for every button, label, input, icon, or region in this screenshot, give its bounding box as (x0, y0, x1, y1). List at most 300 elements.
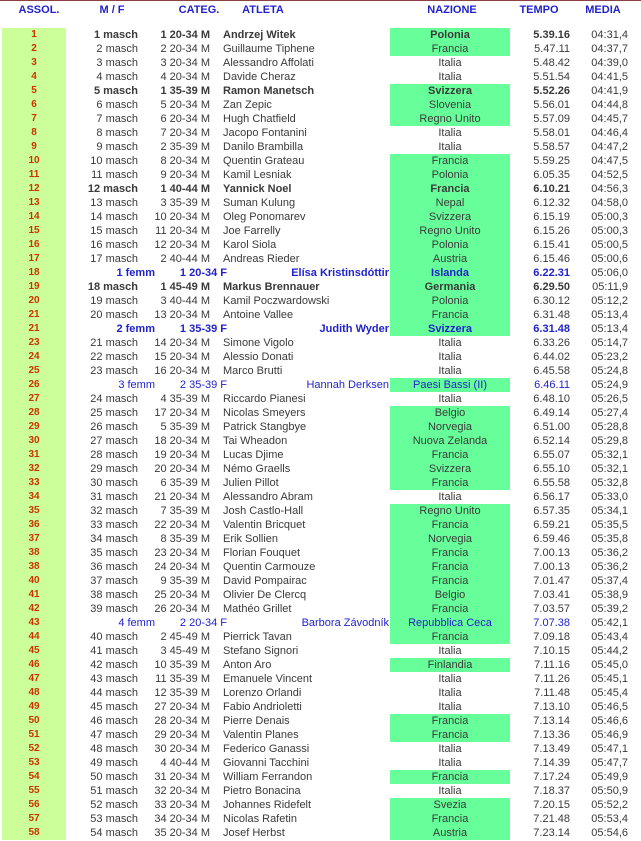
table-row (0, 308, 641, 322)
cell-category-rank: 1 35-39 M (160, 85, 210, 97)
cell-time: 6.10.21 (533, 183, 570, 195)
cell-gender-rank: 3 masch (96, 57, 138, 69)
cell-gender-rank: 29 masch (90, 463, 138, 475)
cell-nation: Italia (438, 71, 462, 83)
cell-nation: Austria (390, 826, 510, 840)
table-row (0, 140, 641, 154)
cell-nation: Polonia (390, 238, 510, 252)
cell-gender-rank: 23 masch (90, 365, 138, 377)
cell-pace: 05:36,2 (591, 561, 628, 573)
table-row (0, 168, 641, 182)
cell-athlete-name: Johannes Ridefelt (223, 799, 312, 811)
cell-overall-rank: 15 (2, 224, 66, 238)
cell-athlete-name: Kamil Lesniak (223, 169, 292, 181)
cell-gender-rank: 24 masch (90, 393, 138, 405)
cell-athlete-name: Hugh Chatfield (223, 113, 296, 125)
cell-category-rank: 22 20-34 M (154, 519, 210, 531)
table-row (0, 518, 641, 532)
cell-nation: Austria (390, 252, 510, 266)
cell-nation: Francia (390, 770, 510, 784)
cell-time: 7.11.48 (534, 687, 570, 699)
table-row (0, 476, 641, 490)
cell-gender-rank: 32 masch (90, 505, 138, 517)
cell-pace: 05:26,5 (591, 393, 628, 405)
cell-pace: 05:32,1 (591, 463, 628, 475)
cell-nation: Norvegia (390, 532, 510, 546)
table-row (0, 602, 641, 616)
cell-overall-rank: 53 (2, 756, 66, 770)
cell-athlete-name: Quentin Carmouze (223, 561, 316, 573)
cell-gender-rank: 52 masch (90, 799, 138, 811)
cell-category-rank: 14 20-34 M (154, 337, 210, 349)
table-row (0, 252, 641, 266)
cell-gender-rank: 13 masch (90, 197, 138, 209)
cell-time: 6.15.26 (533, 225, 570, 237)
table-row (0, 588, 641, 602)
cell-athlete-name: Guillaume Tiphene (223, 43, 315, 55)
cell-nation: Italia (438, 743, 462, 755)
cell-nation: Svizzera (390, 462, 510, 476)
cell-athlete-name: Andrzej Witek (223, 29, 296, 41)
table-row (0, 420, 641, 434)
cell-gender-rank: 11 masch (91, 169, 138, 181)
cell-overall-rank: 57 (2, 812, 66, 826)
cell-time: 6.05.35 (533, 169, 570, 181)
cell-time: 6.46.11 (534, 379, 570, 391)
cell-category-rank: 2 35-39 M (160, 141, 210, 153)
table-row (0, 378, 641, 392)
cell-nation: Francia (390, 630, 510, 644)
cell-overall-rank: 40 (2, 574, 66, 588)
cell-overall-rank: 41 (2, 588, 66, 602)
cell-athlete-name: Mathéo Grillet (223, 603, 292, 615)
cell-gender-rank: 36 masch (90, 561, 138, 573)
cell-pace: 04:46,4 (591, 127, 628, 139)
cell-category-rank: 16 20-34 M (154, 365, 210, 377)
table-row (0, 70, 641, 84)
cell-category-rank: 31 20-34 M (154, 771, 210, 783)
cell-pace: 05:24,9 (591, 379, 628, 391)
cell-time: 7.07.38 (533, 617, 570, 629)
cell-time: 5.57.09 (533, 113, 570, 125)
cell-athlete-name: Lucas Djime (223, 449, 284, 461)
cell-overall-rank: 8 (2, 126, 66, 140)
cell-gender-rank: 27 masch (90, 435, 138, 447)
cell-gender-rank: 18 masch (87, 281, 138, 293)
cell-gender-rank: 43 masch (90, 673, 138, 685)
cell-time: 6.52.14 (533, 435, 570, 447)
table-row (0, 84, 641, 98)
cell-athlete-name: Stefano Signori (223, 645, 299, 657)
cell-nation: Svezia (390, 798, 510, 812)
cell-athlete-name: Alessio Donati (223, 351, 294, 363)
cell-nation: Italia (438, 393, 462, 405)
cell-athlete-name: Florian Fouquet (223, 547, 301, 559)
cell-athlete-name: Julien Pillot (223, 477, 279, 489)
cell-pace: 05:12,2 (591, 295, 628, 307)
cell-overall-rank: 34 (2, 490, 66, 504)
table-row (0, 672, 641, 686)
cell-overall-rank: 33 (2, 476, 66, 490)
table-row (0, 700, 641, 714)
cell-nation: Polonia (390, 168, 510, 182)
cell-gender-rank: 48 masch (90, 743, 138, 755)
cell-gender-rank: 45 masch (90, 701, 138, 713)
cell-pace: 05:11,9 (592, 281, 628, 293)
cell-overall-rank: 27 (2, 392, 66, 406)
cell-overall-rank: 12 (2, 182, 66, 196)
cell-time: 6.59.46 (533, 533, 570, 545)
table-row (0, 616, 641, 630)
cell-pace: 05:36,2 (591, 547, 628, 559)
table-row (0, 112, 641, 126)
cell-athlete-name: Alessandro Affolati (223, 57, 314, 69)
cell-pace: 05:13,4 (591, 309, 628, 321)
cell-pace: 05:24,8 (591, 365, 628, 377)
results-rows (0, 28, 641, 840)
cell-overall-rank: 43 (2, 616, 66, 630)
column-header-assol: ASSOL. (18, 4, 60, 16)
cell-overall-rank: 38 (2, 546, 66, 560)
cell-time: 6.12.32 (533, 197, 570, 209)
cell-time: 7.20.15 (533, 799, 570, 811)
cell-nation: Italia (438, 337, 462, 349)
cell-time: 7.21.48 (533, 813, 570, 825)
cell-athlete-name: Olivier De Clercq (223, 589, 307, 601)
cell-nation: Francia (390, 574, 510, 588)
cell-overall-rank: 10 (2, 154, 66, 168)
cell-time: 7.10.15 (533, 645, 570, 657)
cell-time: 7.01.47 (533, 575, 570, 587)
cell-nation: Svizzera (390, 84, 510, 98)
cell-overall-rank: 5 (2, 84, 66, 98)
cell-time: 5.39.16 (533, 29, 570, 41)
cell-time: 5.58.01 (533, 127, 570, 139)
cell-nation: Regno Unito (390, 224, 510, 238)
cell-category-rank: 18 20-34 M (154, 435, 210, 447)
cell-time: 5.58.57 (533, 141, 570, 153)
cell-pace: 05:39,2 (591, 603, 628, 615)
cell-gender-rank: 1 femm (116, 267, 155, 279)
cell-time: 5.51.54 (533, 71, 570, 83)
cell-time: 7.03.57 (533, 603, 570, 615)
table-row (0, 812, 641, 826)
cell-category-rank: 11 35-39 M (155, 673, 210, 685)
cell-overall-rank: 14 (2, 210, 66, 224)
table-row (0, 784, 641, 798)
cell-pace: 05:53,4 (591, 813, 628, 825)
cell-gender-rank: 54 masch (90, 827, 138, 839)
cell-time: 7.11.16 (534, 659, 570, 671)
cell-gender-rank: 12 masch (87, 183, 138, 195)
table-row (0, 56, 641, 70)
cell-nation: Italia (438, 57, 462, 69)
cell-nation: Belgio (390, 406, 510, 420)
cell-pace: 05:27,4 (591, 407, 628, 419)
cell-category-rank: 10 20-34 M (154, 211, 210, 223)
cell-category-rank: 2 40-44 M (160, 253, 210, 265)
cell-athlete-name: Pietro Bonacina (223, 785, 301, 797)
cell-athlete-name: William Ferrandon (223, 771, 313, 783)
cell-category-rank: 29 20-34 M (154, 729, 210, 741)
table-row (0, 448, 641, 462)
cell-category-rank: 15 20-34 M (154, 351, 210, 363)
cell-gender-rank: 2 masch (96, 43, 138, 55)
cell-athlete-name: Tai Wheadon (223, 435, 288, 447)
table-row (0, 532, 641, 546)
cell-athlete-name: Jacopo Fontanini (223, 127, 307, 139)
cell-pace: 05:13,4 (591, 323, 628, 335)
cell-category-rank: 7 35-39 M (160, 505, 210, 517)
table-row (0, 266, 641, 280)
cell-category-rank: 8 20-34 M (160, 155, 210, 167)
cell-athlete-name: Ramon Manetsch (223, 85, 315, 97)
cell-gender-rank: 2 femm (116, 323, 155, 335)
cell-nation: Francia (390, 182, 510, 196)
results-table-header (0, 0, 641, 28)
cell-athlete-name: Quentin Grateau (223, 155, 305, 167)
cell-category-rank: 6 35-39 M (160, 477, 210, 489)
cell-pace: 05:23,2 (591, 351, 628, 363)
cell-overall-rank: 32 (2, 462, 66, 476)
cell-time: 7.13.14 (533, 715, 570, 727)
cell-time: 7.00.13 (533, 561, 570, 573)
column-header-media: MEDIA (585, 4, 621, 16)
cell-pace: 04:44,8 (591, 99, 628, 111)
column-header-atleta: ATLETA (242, 4, 284, 16)
cell-overall-rank: 58 (2, 826, 66, 840)
cell-nation: Regno Unito (390, 112, 510, 126)
table-row (0, 126, 641, 140)
cell-pace: 05:32,1 (591, 449, 628, 461)
cell-nation: Francia (390, 518, 510, 532)
cell-category-rank: 10 35-39 M (154, 659, 210, 671)
cell-athlete-name: Pierre Denais (223, 715, 290, 727)
cell-overall-rank: 18 (2, 266, 66, 280)
cell-category-rank: 5 35-39 M (160, 421, 210, 433)
cell-category-rank: 34 20-34 M (154, 813, 210, 825)
cell-time: 6.55.10 (533, 463, 570, 475)
cell-category-rank: 3 35-39 M (160, 197, 210, 209)
cell-nation: Francia (390, 448, 510, 462)
table-row (0, 756, 641, 770)
table-row (0, 238, 641, 252)
cell-overall-rank: 7 (2, 112, 66, 126)
cell-gender-rank: 42 masch (90, 659, 138, 671)
cell-overall-rank: 26 (2, 378, 66, 392)
cell-pace: 05:32,8 (591, 477, 628, 489)
cell-athlete-name: Danilo Brambilla (223, 141, 304, 153)
cell-overall-rank: 23 (2, 336, 66, 350)
cell-pace: 04:52,5 (591, 169, 628, 181)
table-row (0, 182, 641, 196)
cell-gender-rank: 34 masch (90, 533, 138, 545)
table-row (0, 294, 641, 308)
cell-nation: Svizzera (390, 210, 510, 224)
cell-gender-rank: 17 masch (90, 253, 138, 265)
cell-pace: 05:33,0 (591, 491, 628, 503)
cell-pace: 04:41,5 (591, 71, 628, 83)
cell-category-rank: 33 20-34 M (154, 799, 210, 811)
cell-overall-rank: 49 (2, 700, 66, 714)
cell-category-rank: 32 20-34 M (154, 785, 210, 797)
cell-category-rank: 3 20-34 M (160, 57, 210, 69)
cell-category-rank: 4 40-44 M (160, 757, 210, 769)
cell-category-rank: 11 20-34 M (155, 225, 210, 237)
table-row (0, 546, 641, 560)
cell-nation: Italia (438, 141, 462, 153)
cell-athlete-name: Némo Graells (223, 463, 291, 475)
cell-category-rank: 27 20-34 M (154, 701, 210, 713)
cell-time: 6.51.00 (533, 421, 570, 433)
cell-category-rank: 4 35-39 M (160, 393, 210, 405)
cell-overall-rank: 36 (2, 518, 66, 532)
table-row (0, 728, 641, 742)
cell-category-rank: 8 35-39 M (160, 533, 210, 545)
cell-category-rank: 25 20-34 M (154, 589, 210, 601)
table-row (0, 770, 641, 784)
cell-gender-rank: 26 masch (90, 421, 138, 433)
cell-athlete-name: Alessandro Abram (223, 491, 313, 503)
cell-nation: Francia (390, 546, 510, 560)
cell-gender-rank: 10 masch (90, 155, 138, 167)
cell-time: 6.49.14 (533, 407, 570, 419)
cell-time: 6.33.26 (533, 337, 570, 349)
cell-nation: Norvegia (390, 420, 510, 434)
cell-category-rank: 5 20-34 M (160, 99, 210, 111)
cell-gender-rank: 16 masch (90, 239, 138, 251)
table-row (0, 630, 641, 644)
cell-nation: Germania (390, 280, 510, 294)
cell-pace: 05:46,9 (591, 729, 628, 741)
cell-time: 7.00.13 (533, 547, 570, 559)
cell-pace: 05:00,6 (591, 253, 628, 265)
cell-athlete-name: Lorenzo Orlandi (223, 687, 302, 699)
cell-nation: Francia (390, 602, 510, 616)
cell-athlete-name: Karol Siola (223, 239, 277, 251)
cell-nation: Francia (390, 714, 510, 728)
cell-pace: 05:00,3 (591, 225, 628, 237)
cell-athlete-name: Elísa Kristinsdóttir (291, 267, 389, 279)
cell-category-rank: 20 20-34 M (154, 463, 210, 475)
cell-pace: 05:35,5 (591, 519, 628, 531)
table-row (0, 798, 641, 812)
cell-athlete-name: Josef Herbst (223, 827, 285, 839)
cell-nation: Francia (390, 42, 510, 56)
table-row (0, 504, 641, 518)
cell-nation: Regno Unito (390, 504, 510, 518)
cell-gender-rank: 49 masch (90, 757, 138, 769)
cell-nation: Italia (438, 127, 462, 139)
cell-time: 6.57.35 (533, 505, 570, 517)
cell-athlete-name: Nicolas Rafetin (223, 813, 297, 825)
cell-pace: 05:45,4 (591, 687, 628, 699)
cell-time: 7.18.37 (533, 785, 570, 797)
cell-gender-rank: 14 masch (90, 211, 138, 223)
cell-nation: Francia (390, 154, 510, 168)
cell-time: 7.14.39 (533, 757, 570, 769)
cell-time: 6.31.48 (533, 309, 570, 321)
cell-pace: 05:49,9 (591, 771, 628, 783)
cell-athlete-name: David Pompairac (223, 575, 307, 587)
cell-overall-rank: 51 (2, 728, 66, 742)
cell-category-rank: 21 20-34 M (154, 491, 210, 503)
cell-pace: 05:34,1 (591, 505, 628, 517)
cell-category-rank: 9 20-34 M (160, 169, 210, 181)
cell-gender-rank: 4 masch (96, 71, 138, 83)
cell-category-rank: 24 20-34 M (154, 561, 210, 573)
cell-pace: 04:31,4 (591, 29, 628, 41)
cell-athlete-name: Hannah Derksen (306, 379, 389, 391)
cell-pace: 05:45,1 (591, 673, 628, 685)
table-row (0, 28, 641, 42)
cell-athlete-name: Suman Kulung (223, 197, 296, 209)
cell-time: 5.59.25 (533, 155, 570, 167)
cell-gender-rank: 5 masch (93, 85, 138, 97)
table-row (0, 98, 641, 112)
cell-nation: Nuova Zelanda (390, 434, 510, 448)
cell-athlete-name: Federico Ganassi (223, 743, 310, 755)
cell-gender-rank: 47 masch (90, 729, 138, 741)
cell-athlete-name: Erik Sollien (223, 533, 279, 545)
cell-time: 6.15.46 (533, 253, 570, 265)
cell-nation: Italia (438, 785, 462, 797)
cell-gender-rank: 30 masch (90, 477, 138, 489)
cell-athlete-name: Simone Vigolo (223, 337, 294, 349)
cell-gender-rank: 22 masch (90, 351, 138, 363)
cell-gender-rank: 4 femm (118, 617, 155, 629)
cell-athlete-name: Yannick Noel (223, 183, 292, 195)
table-row (0, 322, 641, 336)
cell-nation: Paesi Bassi (II) (390, 378, 510, 392)
cell-time: 7.09.18 (533, 631, 570, 643)
cell-nation: Belgio (390, 588, 510, 602)
cell-gender-rank: 7 masch (96, 113, 138, 125)
cell-pace: 05:44,2 (591, 645, 628, 657)
table-row (0, 196, 641, 210)
cell-time: 6.44.02 (533, 351, 570, 363)
column-header-categ: CATEG. (178, 4, 220, 16)
cell-category-rank: 1 20-34 M (160, 29, 210, 41)
cell-athlete-name: Patrick Stangbye (223, 421, 307, 433)
cell-nation: Italia (438, 757, 462, 769)
table-row (0, 336, 641, 350)
cell-overall-rank: 31 (2, 448, 66, 462)
cell-athlete-name: Pierrick Tavan (223, 631, 292, 643)
cell-pace: 05:38,9 (591, 589, 628, 601)
cell-pace: 05:42,1 (591, 617, 628, 629)
cell-pace: 05:47,7 (591, 757, 628, 769)
cell-nation: Italia (438, 365, 462, 377)
cell-athlete-name: Judith Wyder (319, 323, 389, 335)
cell-overall-rank: 1 (2, 28, 66, 42)
table-row (0, 280, 641, 294)
cell-athlete-name: Josh Castlo-Hall (223, 505, 304, 517)
cell-time: 7.13.10 (533, 701, 570, 713)
cell-time: 5.52.26 (533, 85, 570, 97)
cell-nation: Polonia (390, 294, 510, 308)
cell-pace: 04:39,0 (591, 57, 628, 69)
cell-category-rank: 3 40-44 M (160, 295, 210, 307)
cell-category-rank: 2 20-34 M (160, 43, 210, 55)
cell-pace: 04:47,5 (591, 155, 628, 167)
cell-nation: Islanda (390, 266, 510, 280)
cell-overall-rank: 54 (2, 770, 66, 784)
table-row (0, 826, 641, 840)
cell-time: 6.15.41 (533, 239, 570, 251)
cell-overall-rank: 37 (2, 532, 66, 546)
cell-category-rank: 30 20-34 M (154, 743, 210, 755)
